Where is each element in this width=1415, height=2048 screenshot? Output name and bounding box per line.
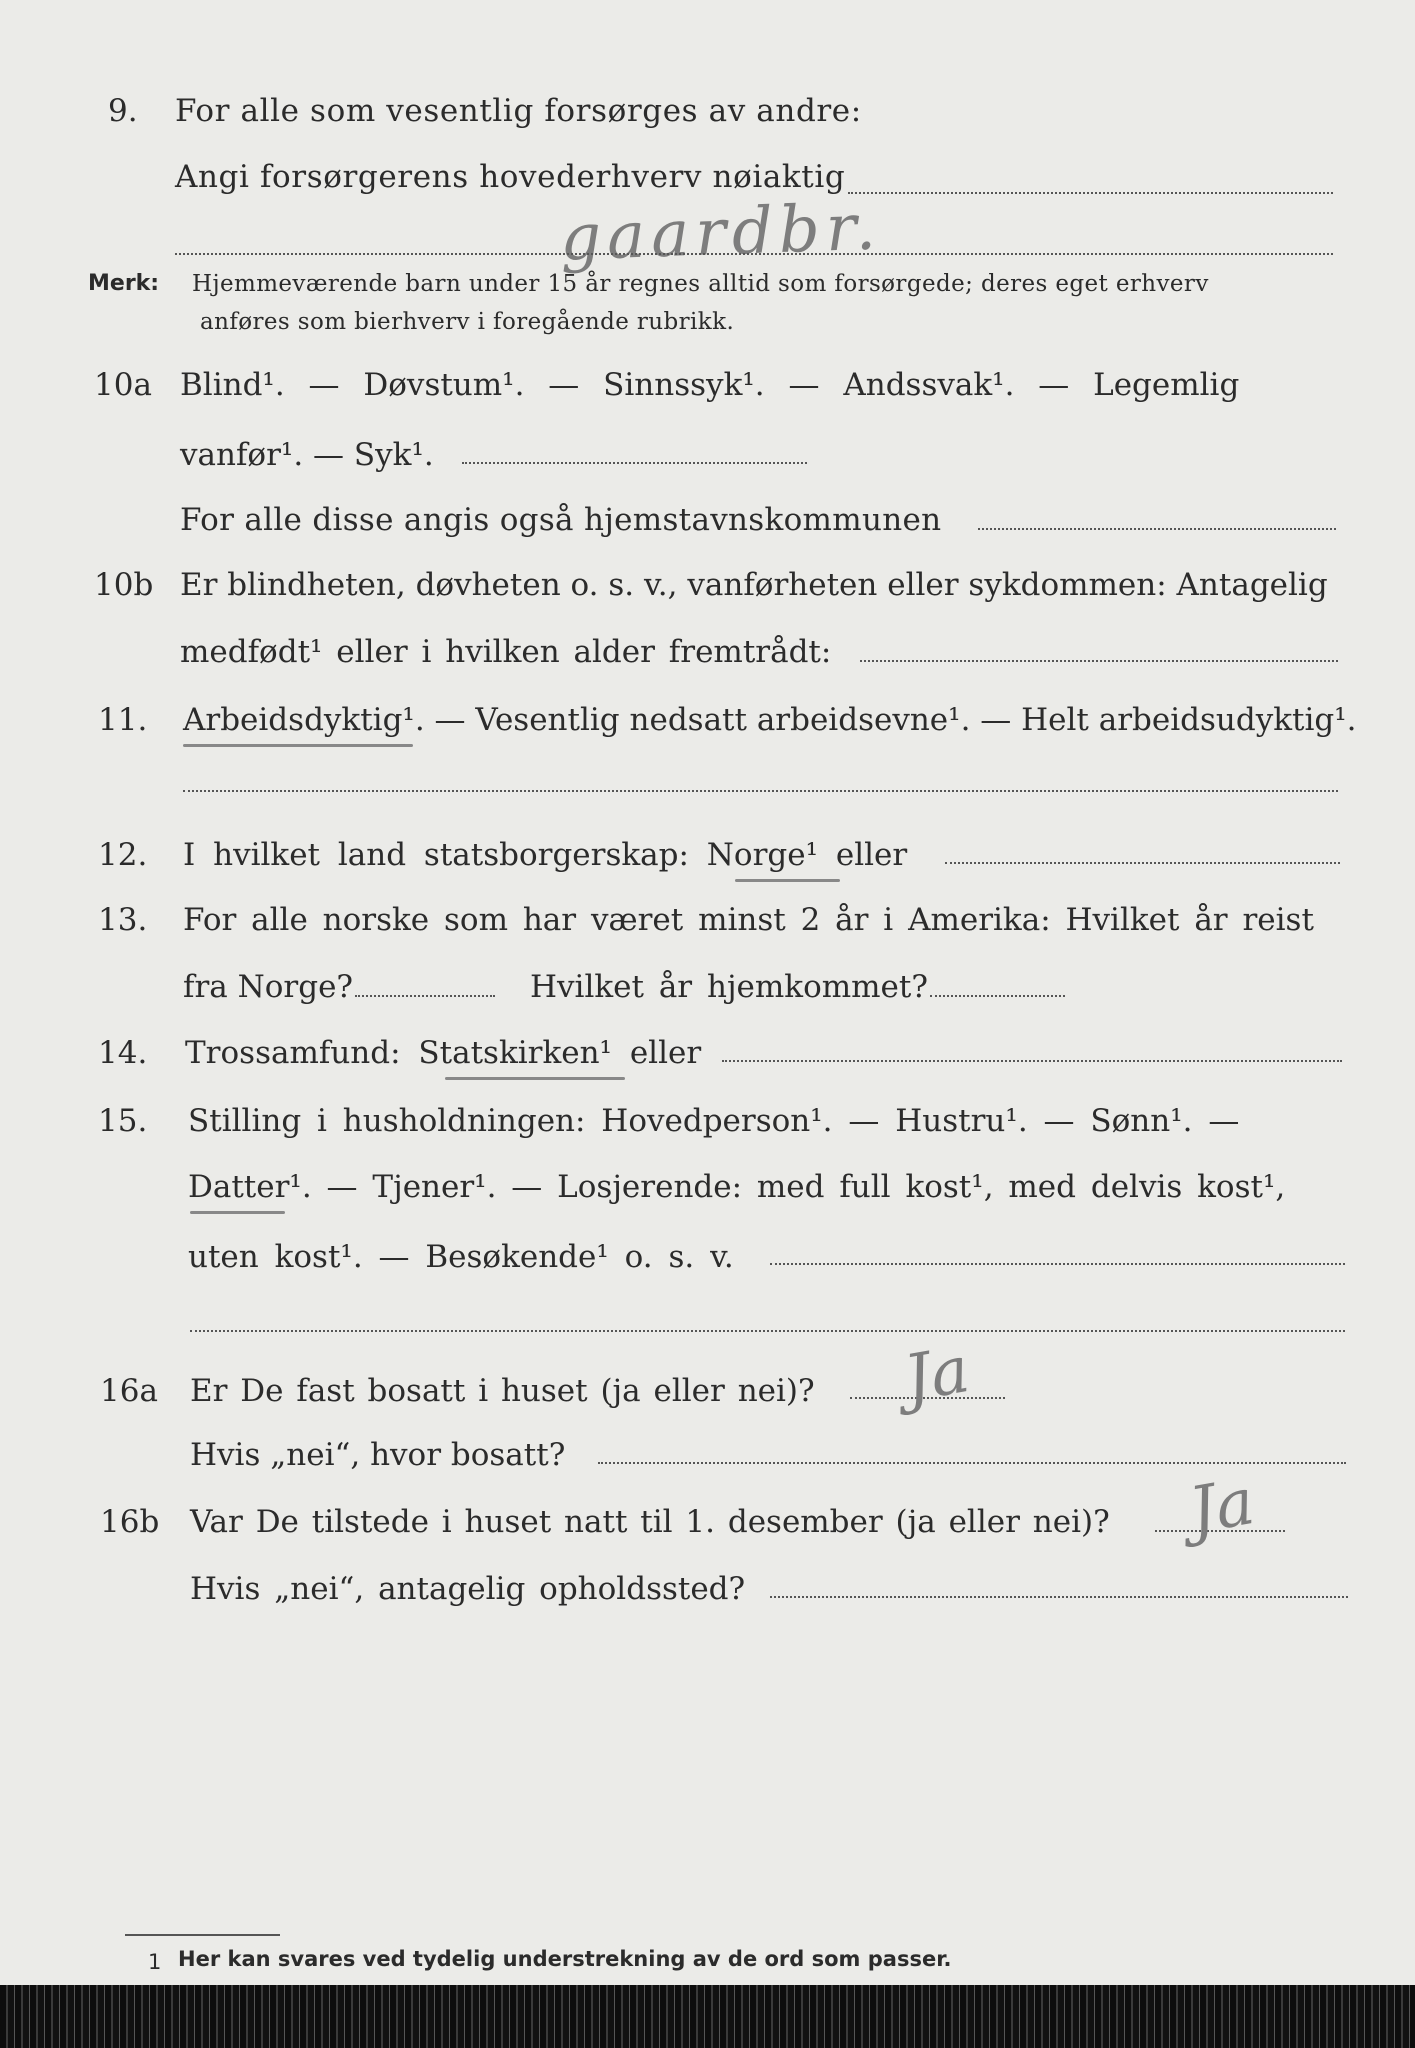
q14-underline-mark: [445, 1077, 625, 1080]
q10a-line2: [0, 430, 1415, 480]
q11-number: 11.: [98, 702, 148, 738]
q16b-number: 16b: [100, 1504, 160, 1540]
q10a-text-2: vanfør¹. — Syk¹.: [180, 437, 434, 473]
q13-line2: [0, 962, 1415, 1012]
q11-line1: [0, 695, 1415, 745]
q10a-line3: [0, 495, 1415, 545]
q16a-number: 16a: [100, 1373, 158, 1409]
q13-text-1: For alle norske som har været minst 2 år i Amerika: Hvilket år reist: [183, 902, 1314, 938]
q16a-line1: [0, 1366, 1415, 1416]
q10a-line1: [0, 360, 1415, 410]
q12-number: 12.: [98, 837, 148, 873]
q15-answer-line: [190, 1330, 1345, 1332]
q9-line1: [0, 86, 1415, 136]
q13-returned-label: Hvilket år hjemkommet?: [530, 969, 928, 1005]
q11-text: Arbeidsdyktig¹. — Vesentlig nedsatt arbeidsevne¹. — Helt arbeidsudyktig¹.: [183, 702, 1357, 738]
q11-answer-line: [183, 790, 1338, 792]
q16b-stay-dotted-line: [770, 1596, 1348, 1598]
q9-dotted-line: [848, 192, 1333, 194]
q14-number: 14.: [98, 1035, 148, 1071]
q15-text-1: Stilling i husholdningen: Hovedperson¹. — Hustru¹. — Sønn¹. —: [188, 1103, 1240, 1139]
q10a-text-3: For alle disse angis også hjemstavnskommunen: [180, 502, 942, 538]
q10a-text-1: Blind¹. — Døvstum¹. — Sinnssyk¹. — Andssvak¹. — Legemlig: [180, 367, 1240, 403]
q15-dotted-line: [770, 1263, 1345, 1265]
q10b-number: 10b: [94, 567, 154, 603]
merk-text-1: Hjemmeværende barn under 15 år regnes alltid som forsørgede; deres eget erhverv: [192, 271, 1209, 297]
q15-underline-mark: [190, 1211, 285, 1214]
q16a-residence-label: Hvis „nei“, hvor bosatt?: [190, 1437, 566, 1473]
q16a-residence-dotted-line: [598, 1462, 1346, 1464]
q9-number: 9.: [108, 93, 138, 129]
q15-line1: [0, 1096, 1415, 1146]
q12-underline-mark: [735, 879, 840, 882]
q10b-line2: [0, 627, 1415, 677]
q15-line2: [0, 1162, 1415, 1212]
q13-dotted-line-2: [930, 995, 1065, 997]
merk-text-2: anføres som bierhverv i foregående rubrikk.: [200, 309, 735, 335]
q16b-handwritten-answer: Ja: [1184, 1465, 1260, 1549]
q13-left-from-norway-label: fra Norge?: [183, 969, 354, 1005]
q10b-line1: [0, 560, 1415, 610]
q11-underline-mark: [183, 744, 413, 747]
q10a-number: 10a: [94, 367, 152, 403]
q15-text-2: Datter¹. — Tjener¹. — Losjerende: med full kost¹, med delvis kost¹,: [188, 1169, 1286, 1205]
q12-line1: [0, 830, 1415, 880]
q14-text: Trossamfund: Statskirken¹ eller: [185, 1035, 702, 1071]
merk-label: Merk:: [88, 271, 160, 296]
q15-text-3: uten kost¹. — Besøkende¹ o. s. v.: [188, 1239, 734, 1275]
q14-dotted-line: [722, 1060, 1342, 1062]
q16b-line2: [0, 1564, 1415, 1614]
q10a-dotted-line-2: [978, 528, 1336, 530]
q10a-dotted-line-1: [462, 462, 807, 464]
footnote-mark: 1: [148, 1950, 162, 1974]
q16b-stay-label: Hvis „nei“, antagelig opholdssted?: [190, 1571, 746, 1607]
q15-line3: [0, 1232, 1415, 1282]
q16b-text: Var De tilstede i huset natt til 1. desember (ja eller nei)?: [190, 1504, 1110, 1540]
q15-number: 15.: [98, 1103, 148, 1139]
footnote-rule: [125, 1934, 280, 1936]
q16a-text: Er De fast bosatt i huset (ja eller nei)?: [190, 1373, 815, 1409]
footnote-text: Her kan svares ved tydelig understrekning av de ord som passer.: [178, 1947, 952, 1971]
q10b-text-1: Er blindheten, døvheten o. s. v., vanførheten eller sykdommen: Antagelig: [180, 567, 1328, 603]
q10b-dotted-line: [860, 660, 1338, 662]
q10b-text-2: medfødt¹ eller i hvilken alder fremtrådt:: [180, 634, 832, 670]
q12-text: I hvilket land statsborgerskap: Norge¹ eller: [183, 837, 908, 873]
q9-text: For alle som vesentlig forsørges av andre:: [175, 93, 862, 129]
scan-bottom-edge: [0, 1985, 1415, 2048]
q13-line1: [0, 895, 1415, 945]
q9-handwritten-answer: gaardbr.: [558, 190, 883, 276]
q13-dotted-line-1: [355, 995, 495, 997]
merk-line2: [0, 304, 1415, 354]
q9-provider-occupation-label: Angi forsørgerens hovederhverv nøiaktig: [175, 159, 846, 195]
q14-line1: [0, 1028, 1415, 1078]
q16a-handwritten-answer: Ja: [899, 1333, 975, 1417]
q9-line2: [0, 152, 1415, 202]
q13-number: 13.: [98, 902, 148, 938]
q12-dotted-line: [945, 862, 1340, 864]
q9-answer-line: [175, 253, 1333, 255]
